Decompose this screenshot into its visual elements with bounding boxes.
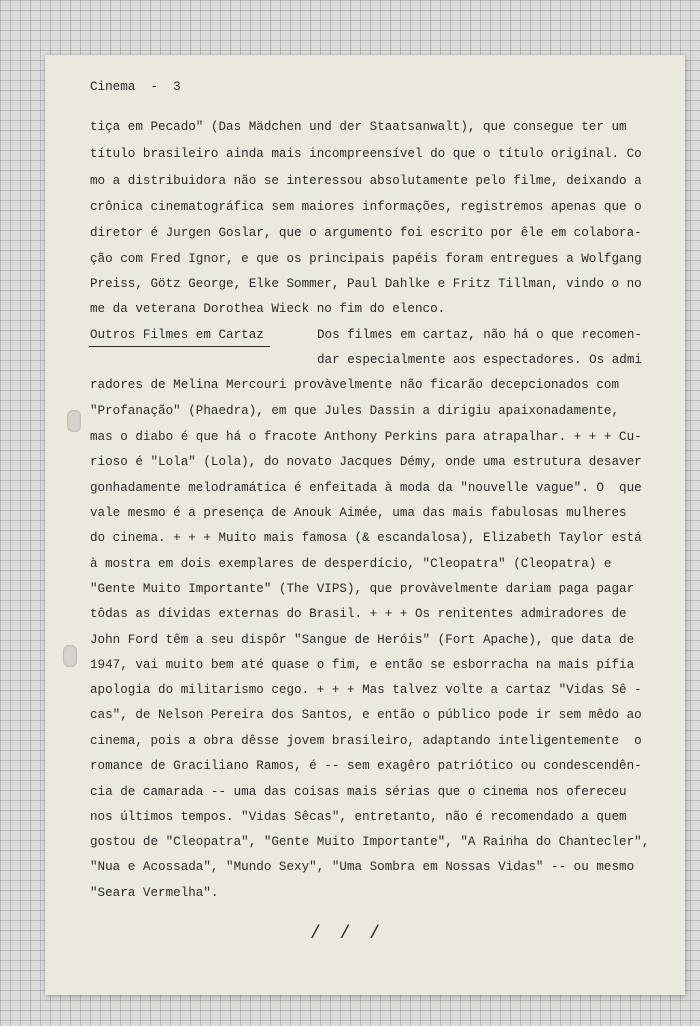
text-line: apologia do militarismo cego. + + + Mas talvez volte a cartaz "Vidas Sê - (90, 683, 642, 697)
text-line: ção com Fred Ignor, e que os principais papéis foram entregues a Wolfgang (90, 252, 642, 266)
text-line: cinema, pois a obra dêsse jovem brasileiro, adaptando inteligentemente o (90, 734, 642, 748)
text-line: "Seara Vermelha". (90, 886, 219, 900)
text-line: à mostra em dois exemplares de desperdício, "Cleopatra" (Cleopatra) e (90, 557, 612, 571)
text-line: John Ford têm a seu dispôr "Sangue de Heróis" (Fort Apache), que data de (90, 633, 635, 647)
punch-hole (63, 645, 77, 667)
text-line: Preiss, Götz George, Elke Sommer, Paul Dahlke e Fritz Tillman, vindo o no (90, 277, 642, 291)
text-line: "Gente Muito Importante" (The VIPS), que provàvelmente dariam paga pagar (90, 582, 635, 596)
text-line: radores de Melina Mercouri provàvelmente não ficarão decepcionados com (90, 378, 620, 392)
text-line: cas", de Nelson Pereira dos Santos, e então o público pode ir sem mêdo ao (90, 708, 642, 722)
text-line: tiça em Pecado" (Das Mädchen und der Staatsanwalt), que consegue ter um (90, 120, 627, 134)
punch-hole (67, 410, 81, 432)
text-line: diretor é Jurgen Goslar, que o argumento foi escrito por êle em colabora- (90, 226, 642, 240)
section-title: Outros Filmes em Cartaz (90, 328, 264, 342)
text-line: 1947, vai muito bem até quase o fim, e então se esborracha na mais pífia (90, 658, 635, 672)
text-line: tôdas as dívidas externas do Brasil. + + + Os renitentes admiradores de (90, 607, 627, 621)
text-line: gostou de "Cleopatra", "Gente Muito Importante", "A Rainha do Chantecler", (90, 835, 650, 849)
end-mark: / / / (310, 924, 385, 944)
text-line: mas o diabo é que há o fracote Anthony Perkins para atrapalhar. + + + Cu- (90, 430, 642, 444)
text-line: do cinema. + + + Muito mais famosa (& escandalosa), Elizabeth Taylor está (90, 531, 642, 545)
text-line: cia de camarada -- uma das coisas mais sérias que o cinema nos ofereceu (90, 785, 627, 799)
text-line: dar especialmente aos espectadores. Os admi (317, 353, 642, 367)
page-header: Cinema - 3 (90, 80, 181, 94)
typewritten-page (45, 55, 685, 995)
text-line: nos últimos tempos. "Vidas Sêcas", entretanto, não é recomendado a quem (90, 810, 627, 824)
text-line: crônica cinematográfica sem maiores informações, registremos apenas que o (90, 200, 642, 214)
text-line: Dos filmes em cartaz, não há o que recomen- (317, 328, 642, 342)
text-line: gonhadamente melodramática é enfeitada à moda da "nouvelle vague". O que (90, 481, 642, 495)
text-line: "Nua e Acossada", "Mundo Sexy", "Uma Sombra em Nossas Vidas" -- ou mesmo (90, 860, 635, 874)
text-line: mo a distribuidora não se interessou absolutamente pelo filme, deixando a (90, 174, 642, 188)
text-line: título brasileiro ainda mais incompreensível do que o título original. Co (90, 147, 642, 161)
text-line: vale mesmo é a presença de Anouk Aimée, uma das mais fabulosas mulheres (90, 506, 627, 520)
text-line: "Profanação" (Phaedra), em que Jules Dassin a dirigiu apaixonadamente, (90, 404, 620, 418)
text-line: me da veterana Dorothea Wieck no fim do elenco. (90, 302, 446, 316)
text-line: rioso é "Lola" (Lola), do novato Jacques Démy, onde uma estrutura desaver (90, 455, 642, 469)
text-line: romance de Graciliano Ramos, é -- sem exagêro patriótico ou condescendên- (90, 759, 642, 773)
section-title-underline (89, 346, 270, 347)
